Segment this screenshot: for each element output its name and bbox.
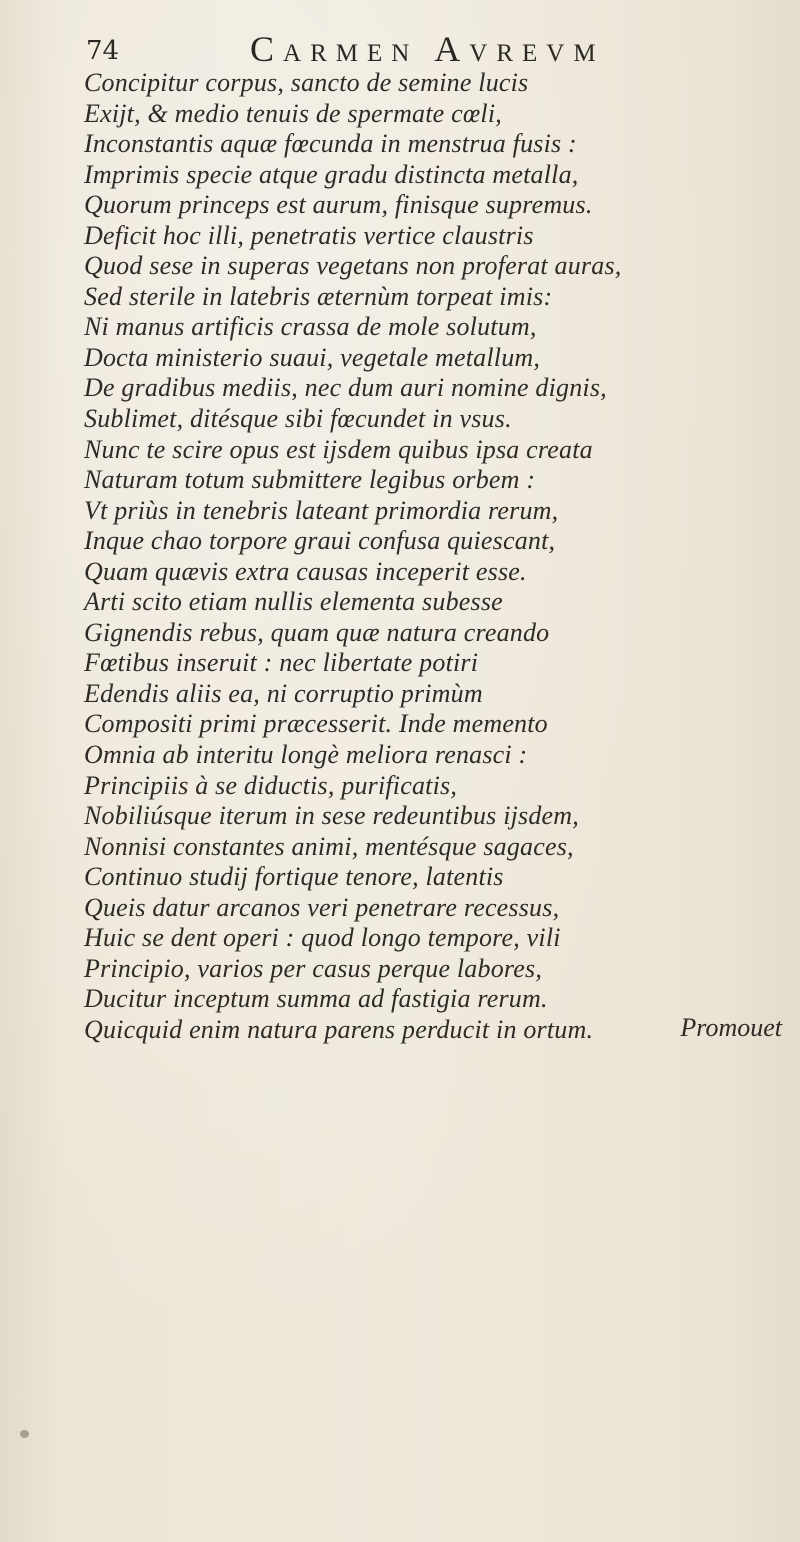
verse-line: Naturam totum submittere legibus orbem : xyxy=(84,465,536,495)
verse-line: Exijt, & medio tenuis de spermate cœli, xyxy=(84,98,502,128)
verse-line: Inconstantis aquæ fœcunda in menstrua fusis : xyxy=(84,129,577,159)
verse-line: Quorum princeps est aurum, finisque supremus. xyxy=(84,190,593,220)
verse-line: Sublimet, ditésque sibi fœcundet in vsus. xyxy=(84,404,512,434)
verse-line: Principiis à se diductis, purificatis, xyxy=(84,770,458,800)
verse-line: Fœtibus inseruit : nec libertate potiri xyxy=(84,648,479,678)
verse-line: Quicquid enim natura parens perducit in ortum. xyxy=(84,1014,594,1044)
verse-line: Imprimis specie atque gradu distincta metalla, xyxy=(84,159,579,189)
verse-line: Huic se dent operi : quod longo tempore, vili xyxy=(84,923,561,953)
verse-line: Ni manus artificis crassa de mole solutum, xyxy=(84,312,537,342)
verse-line: Continuo studij fortique tenore, latentis xyxy=(84,862,504,892)
verse-line: De gradibus mediis, nec dum auri nomine dignis, xyxy=(84,373,607,403)
verse-line: Inque chao torpore graui confusa quiescant, xyxy=(84,526,556,556)
verse-block xyxy=(84,68,784,1046)
catchword: Promouet xyxy=(680,1013,782,1042)
verse-line: Ducitur inceptum summa ad fastigia rerum. xyxy=(84,984,548,1014)
verse-line: Deficit hoc illi, penetratis vertice claustris xyxy=(84,220,534,250)
verse-line: Quod sese in superas vegetans non proferat auras, xyxy=(84,251,622,281)
verse-line: Sed sterile in latebris æternùm torpeat imis: xyxy=(84,281,553,311)
verse-line: Vt priùs in tenebris lateant primordia rerum, xyxy=(84,495,559,525)
verse-line: Quam quævis extra causas inceperit esse. xyxy=(84,556,527,586)
running-title: Carmen Avrevm xyxy=(250,29,605,69)
verse-line: Gignendis rebus, quam quæ natura creando xyxy=(84,617,550,647)
verse-line: Omnia ab interitu longè meliora renasci : xyxy=(84,740,528,770)
page-number: 74 xyxy=(86,36,120,66)
verse-line: Queis datur arcanos veri penetrare recessus, xyxy=(84,892,560,922)
verse-line: Nunc te scire opus est ijsdem quibus ipsa creata xyxy=(84,434,593,464)
verse-line: Nobiliúsque iterum in sese redeuntibus ijsdem, xyxy=(84,801,579,831)
verse-line: Arti scito etiam nullis elementa subesse xyxy=(84,587,503,617)
verse-line: Docta ministerio suaui, vegetale metallum, xyxy=(84,342,541,372)
verse-line: Concipitur corpus, sanctо de semine lucis xyxy=(84,68,529,97)
verse-line: Edendis aliis ea, ni corruptio primùm xyxy=(84,678,483,708)
paper-spot xyxy=(20,1430,29,1438)
verse-line: Principio, varios per casus perque labores, xyxy=(84,953,543,983)
verse-line: Compositi primi præcesserit. Inde memento xyxy=(84,709,548,739)
verse-line: Nonnisi constantes animi, mentésque sagaces, xyxy=(84,831,574,861)
